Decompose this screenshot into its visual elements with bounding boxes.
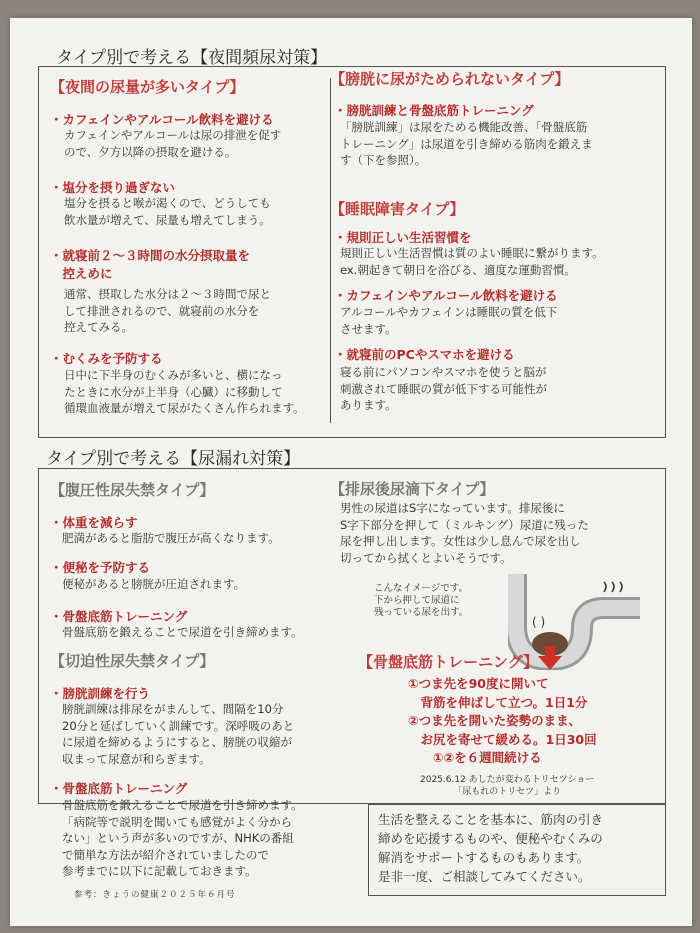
dribbling-body: 男性の尿道はS字になっています。排尿後に S字下部分を押して（ミルキング）尿道に残った 尿を押し出します。女性は少し息んで尿を出し 切ってから拭くとよいそうです。 xyxy=(340,501,589,565)
reference-note: 参考：きょうの健康２０２５年６月号 xyxy=(74,890,236,900)
item-heading: ・骨盤底筋トレーニング xyxy=(50,609,188,624)
item-body: 便秘があると膀胱が圧迫されます。 xyxy=(62,577,246,591)
item-body: 通常、摂取した水分は２～３時間で尿と して排泄されるので、就寝前の水分を 控えてみる。 xyxy=(64,287,271,334)
item-heading: ・カフェインやアルコール飲料を避ける xyxy=(50,112,274,127)
item-heading: ・便秘を予防する xyxy=(50,560,151,575)
section1-divider xyxy=(330,78,331,423)
pelvic-floor-training-title: 【骨盤底筋トレーニング】 xyxy=(358,653,539,671)
exercise-steps: ①つま先を90度に開いて 背筋を伸ばして立つ。1日1分 ②つま先を開いた姿勢のまま、 お尻を寄せて緩める。1日30回 ①②を６週間続ける xyxy=(408,676,597,765)
flyer-page xyxy=(10,18,692,926)
type-post-void-dribbling: 【排尿後尿滴下タイプ】 xyxy=(330,480,495,498)
illustration-note: こんなイメージです。 下から押して尿道に 残っている尿を出す。 xyxy=(374,583,469,618)
type-urge-incontinence: 【切迫性尿失禁タイプ】 xyxy=(50,652,215,670)
item-body: 骨盤底筋を鍛えることで尿道を引き締めます。 「病院等で説明を聞いても感覚がよく分から ない」という声が多いのですが、NHKの番組 で簡単な方法が紹介されていましたので 参考までに以下に記載しておきます。 xyxy=(62,798,303,878)
item-heading: ・塩分を摂り過ぎない xyxy=(50,180,176,195)
item-body: 「膀胱訓練」は尿をためる機能改善、「骨盤底筋 トレーニング」は尿道を引き締める筋肉を鍛えま す（下を参照）。 xyxy=(340,120,593,167)
item-heading: ・骨盤底筋トレーニング xyxy=(50,781,188,796)
type-stress-incontinence: 【腹圧性尿失禁タイプ】 xyxy=(50,481,215,499)
type-night-urine-volume: 【夜間の尿量が多いタイプ】 xyxy=(50,78,245,96)
item-heading: ・就寝前２～３時間の水分摂取量を 控えめに xyxy=(50,248,251,281)
item-body: 肥満があると脂肪で腹圧が高くなります。 xyxy=(62,531,280,545)
type-sleep-disorder: 【睡眠障害タイプ】 xyxy=(330,200,465,218)
closing-text: 生活を整えることを基本に、筋肉の引き 締めを応援するものや、便秘やむくみの 解消をサポートするものもあります。 是非一度、ご相談してみてください。 xyxy=(378,812,604,884)
item-body: 骨盤底筋を鍛えることで尿道を引き締めます。 xyxy=(62,625,303,639)
item-body: アルコールやカフェインは睡眠の質を低下 させます。 xyxy=(340,305,558,336)
item-heading: ・むくみを予防する xyxy=(50,351,163,366)
item-body: 日中に下半身のむくみが多いと、横になっ たときに水分が上半身（心臓）に移動して 循環血液量が増えて尿がたくさん作られます。 xyxy=(64,368,305,415)
item-heading: ・規則正しい生活習慣を xyxy=(334,230,472,245)
item-body: 膀胱訓練は排尿をがまんして、間隔を10分 20分と延ばしていく訓練です。深呼吸のあと に尿道を締めるようにすると、膀胱の収縮が 収まって尿意が和らぎます。 xyxy=(62,702,295,766)
section2-title: タイプ別で考える【尿漏れ対策】 xyxy=(46,449,301,469)
svg-text:( ): ( ) xyxy=(532,615,546,629)
item-body: 規則正しい生活習慣は質のよい睡眠に繋がります。 ex.朝起きて朝日を浴びる、適度な運動習慣。 xyxy=(340,246,604,277)
item-heading: ・膀胱訓練と骨盤底筋トレーニング xyxy=(334,103,534,118)
item-heading: ・カフェインやアルコール飲料を避ける xyxy=(334,288,558,303)
source-note: 2025.6.12 あしたが変わるトリセツショー 「尿もれのトリセツ」より xyxy=(420,775,595,797)
item-body: カフェインやアルコールは尿の排泄を促す ので、夕方以降の摂取を避ける。 xyxy=(64,128,282,159)
item-body: 塩分を摂ると喉が渇くので、どうしても 飲水量が増えて、尿量も増えてしまう。 xyxy=(64,196,271,227)
type-bladder-capacity: 【膀胱に尿がためられないタイプ】 xyxy=(330,70,570,88)
item-body: 寝る前にパソコンやスマホを使うと脳が 刺激されて睡眠の質が低下する可能性が あります。 xyxy=(340,365,547,412)
item-heading: ・膀胱訓練を行う xyxy=(50,686,151,701)
item-heading: ・就寝前のPCやスマホを避ける xyxy=(334,347,515,362)
item-heading: ・体重を減らす xyxy=(50,515,138,530)
section1-title: タイプ別で考える【夜間頻尿対策】 xyxy=(56,48,328,68)
